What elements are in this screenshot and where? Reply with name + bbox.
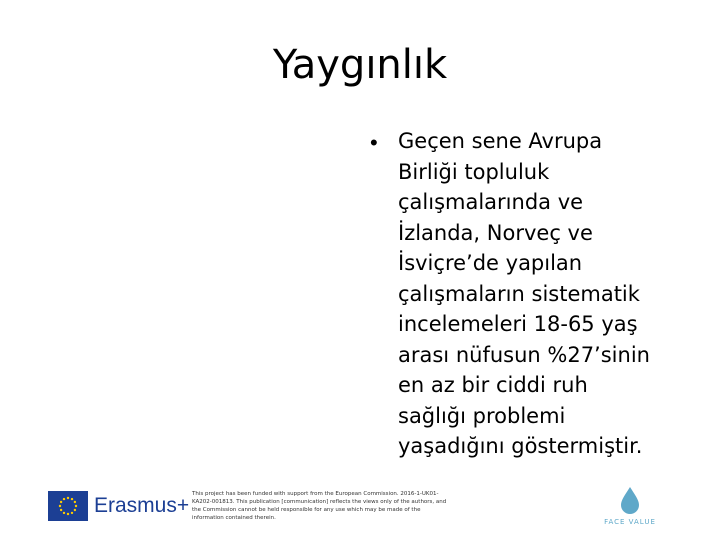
slide-title: Yaygınlık xyxy=(272,42,448,88)
bullet-icon: • xyxy=(370,130,378,155)
face-value-logo xyxy=(600,486,660,526)
bullet-list xyxy=(370,126,690,462)
eu-flag-icon xyxy=(48,491,88,521)
face-value-label: FACE VALUE xyxy=(604,518,656,526)
funding-disclaimer: This project has been funded with support from the European Commission. 2016-1-UK01-KA202-001813. This publication [communication] reflects the views only of the authors, and the Commission cannot be held responsible for any use which may be made of the information contained therein. xyxy=(192,491,447,521)
erasmus-logo xyxy=(48,491,189,521)
erasmus-label: Erasmus+ xyxy=(94,494,190,517)
bullet-text: Geçen sene Avrupa Birliği topluluk çalışmalarında ve İzlanda, Norveç ve İsviçre’de yapılan çalışmaların sistematik incelemeleri 18-65 yaş arası nüfusun %27’sinin en az bir ciddi ruh sağlığı problemi yaşadığını göstermiştir. xyxy=(398,129,650,458)
water-drop-icon xyxy=(619,486,641,514)
